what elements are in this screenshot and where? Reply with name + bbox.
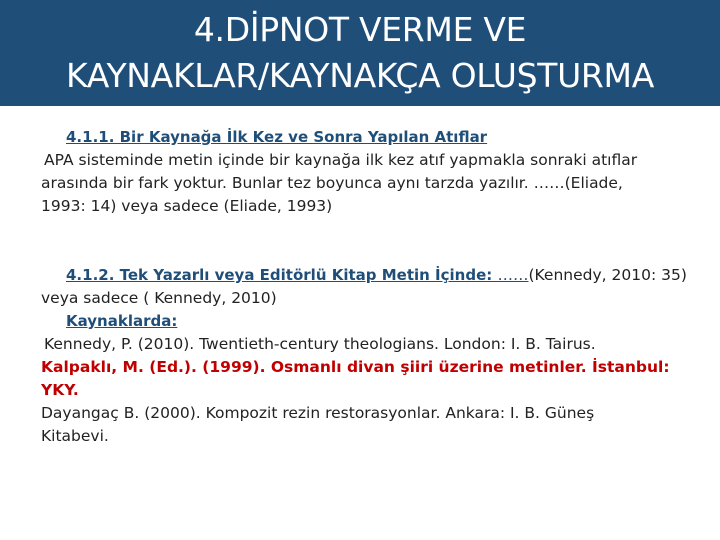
slide-title-line-1: 4.DİPNOT VERME VE xyxy=(193,10,527,49)
slide-title-line-2: KAYNAKLAR/KAYNAKÇA OLUŞTURMA xyxy=(65,56,655,95)
section-1-body-line-3: 1993: 14) veya sadece (Eliade, 1993) xyxy=(41,197,333,215)
section-2-heading-line xyxy=(41,264,691,287)
section-2-inline-citation: (Kennedy, 2010: 35) xyxy=(528,266,687,284)
section-1-body-line-1: APA sisteminde metin içinde bir kaynağa ilk kez atıf yapmakla sonraki atıflar xyxy=(44,151,638,169)
section-1-heading xyxy=(41,126,691,149)
spacer xyxy=(41,218,691,264)
section-2-line-2: veya sadece ( Kennedy, 2010) xyxy=(41,289,277,307)
section-1-body-line-2: arasında bir fark yoktur. Bunlar tez boyunca aynı tarzda yazılır. ……(Eliade, xyxy=(41,174,623,192)
reference-1: Kennedy, P. (2010). Twentieth-century theologians. London: I. B. Tairus. xyxy=(44,335,596,353)
section-1-heading-text: 4.1.1. Bir Kaynağa İlk Kez ve Sonra Yapılan Atıflar xyxy=(66,128,488,146)
slide-content xyxy=(41,126,691,448)
reference-3-line-1: Dayangaç B. (2000). Kompozit rezin restorasyonlar. Ankara: I. B. Güneş xyxy=(41,404,595,422)
section-2-heading-text: 4.1.2. Tek Yazarlı veya Editörlü Kitap Metin İçinde: xyxy=(66,266,498,284)
reference-3-line-2: Kitabevi. xyxy=(41,427,109,445)
sources-label-line xyxy=(41,310,691,333)
title-banner xyxy=(0,0,720,106)
sources-label: Kaynaklarda: xyxy=(66,312,178,330)
reference-2: Kalpaklı, M. (Ed.). (1999). Osmanlı divan şiiri üzerine metinler. İstanbul: YKY. xyxy=(41,358,670,399)
section-2-heading-ellipsis: …… xyxy=(497,266,529,284)
